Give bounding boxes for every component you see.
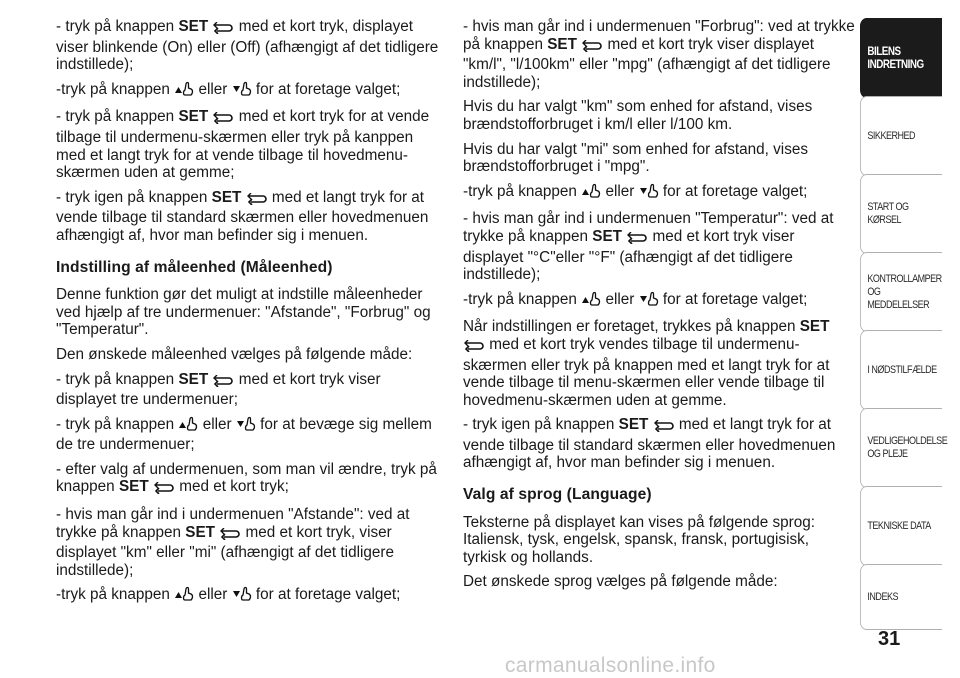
para-l1: - tryk på knappen SET med et kort tryk, displayet viser blinkende (On) eller (Off) (afhængigt af det tidligere indstillede); [56, 18, 439, 74]
tab-kontrollamper[interactable]: KONTROLLAMPER OG MEDDELELSER [860, 252, 942, 332]
down-button-icon [232, 586, 252, 607]
para-r10: Det ønskede sprog vælges på følgende måde: [463, 573, 778, 591]
para-l4: - tryk igen på knappen SET med et langt tryk for at vende tilbage til standard skærmen eller hovedmenuen afhængigt af, hvor man befinder sig i menuen. [56, 188, 429, 244]
page-number: 31 [878, 628, 901, 650]
para-r6: -tryk på knappen eller for at foretage valget; [463, 291, 855, 312]
para-l6: Den ønskede måleenhed vælges på følgende måde: [56, 345, 413, 363]
set-return-arrow-icon [212, 111, 234, 129]
down-button-icon [232, 81, 252, 102]
para-l5: Denne funktion gør det muligt at indstille måleenheder ved hjælp af tre undermenuer: "Afstande", "Forbrug" og "Temperatur". [56, 286, 431, 339]
para-l9: - efter valg af undermenuen, som man vil ændre, tryk på knappen SET med et kort tryk; [56, 461, 442, 499]
set-return-arrow-icon [246, 192, 268, 210]
section-heading-language: Valg af sprog (Language) [463, 486, 652, 504]
set-return-arrow-icon [653, 419, 675, 437]
para-r3: Hvis du har valgt "mi" som enhed for afstand, vises brændstofforbruget i "mpg". [463, 140, 808, 176]
chapter-sidebar [860, 0, 960, 660]
para-r5: - hvis man går ind i undermenuen "Temperatur": ved at trykke på knappen SET med et kort tryk viser displayet "°C"eller "°F" (afhængigt af det tidligere indstillede); [463, 210, 834, 284]
para-l8: - tryk på knappen eller for at bevæge sig mellem de tre undermenuer; [56, 415, 432, 454]
up-button-icon [178, 416, 198, 437]
tab-tekniske-data[interactable]: TEKNISKE DATA [860, 486, 942, 566]
para-r4: -tryk på knappen eller for at foretage valget; [463, 183, 855, 204]
up-button-icon [581, 183, 601, 204]
up-button-icon [581, 291, 601, 312]
up-button-icon [174, 586, 194, 607]
para-r2: Hvis du har valgt "km" som enhed for afstand, vises brændstofforbruget i km/l eller l/100 km. [463, 98, 813, 133]
tab-vedligeholdelse[interactable]: VEDLIGEHOLDELSE OG PLEJE [860, 408, 942, 488]
left-column [56, 18, 442, 614]
down-button-icon [639, 183, 659, 204]
para-l11: -tryk på knappen eller for at foretage valget; [56, 586, 442, 607]
tab-i-nodstilfaelde[interactable]: I NØDSTILFÆLDE [860, 330, 942, 410]
para-r8: - tryk igen på knappen SET med et langt tryk for at vende tilbage til standard skærmen eller hovedmenuen afhængigt af, hvor man befinder sig i menuen. [463, 416, 836, 472]
set-return-arrow-icon [212, 21, 234, 39]
set-return-arrow-icon [581, 39, 603, 57]
section-heading-measurement: Indstilling af måleenhed (Måleenhed) [56, 258, 333, 276]
tab-indeks[interactable]: INDEKS [860, 564, 942, 630]
down-button-icon [639, 291, 659, 312]
para-l10: - hvis man går ind i undermenuen "Afstande": ved at trykke på knappen SET med et kort tryk, viser displayet "km" eller "mi" (afhængigt af det tidligere indstillede); [56, 506, 410, 579]
watermark: carmanualsonline.info [505, 654, 716, 677]
para-l2: -tryk på knappen eller for at foretage valget; [56, 81, 442, 102]
set-return-arrow-icon [626, 231, 648, 249]
tab-bilens-indretning[interactable]: BILENS INDRETNING [860, 18, 942, 98]
set-return-arrow-icon [212, 374, 234, 392]
para-r1: - hvis man går ind i undermenuen "Forbrug": ved at trykke på knappen SET med et kort tryk viser displayet "km/l", "l/100km" eller "mpg" (afhængigt af det tidligere indstillede); [463, 18, 855, 91]
set-return-arrow-icon [153, 481, 175, 499]
set-return-arrow-icon [463, 339, 485, 357]
para-l7: - tryk på knappen SET med et kort tryk viser displayet tre undermenuer; [56, 370, 381, 409]
up-button-icon [174, 81, 194, 102]
right-column [463, 18, 855, 598]
para-r9: Teksterne på displayet kan vises på følgende sprog: Italiensk, tysk, engelsk, spansk, fransk, portugisisk, tyrkisk og hollands. [463, 513, 816, 566]
para-l3: - tryk på knappen SET med et kort tryk for at vende tilbage til undermenu-skærmen eller tryk på kanppen med et langt tryk for at vende tilbage til hovedmenu-skærmen uden at gemme; [56, 108, 430, 182]
set-return-arrow-icon [219, 527, 241, 545]
tab-sikkerhed[interactable]: SIKKERHED [860, 96, 942, 176]
down-button-icon [236, 416, 256, 437]
tab-start-og-korsel[interactable]: START OG KØRSEL [860, 174, 942, 254]
para-r7: Når indstillingen er foretaget, trykkes på knappen SET med et kort tryk vendes tilbage til undermenu-skærmen eller tryk på knappen med et langt tryk for at vende tilbage til menu-skærmen eller vende tilbage til hovedmenu-skærmen uden at gemme. [463, 318, 830, 409]
